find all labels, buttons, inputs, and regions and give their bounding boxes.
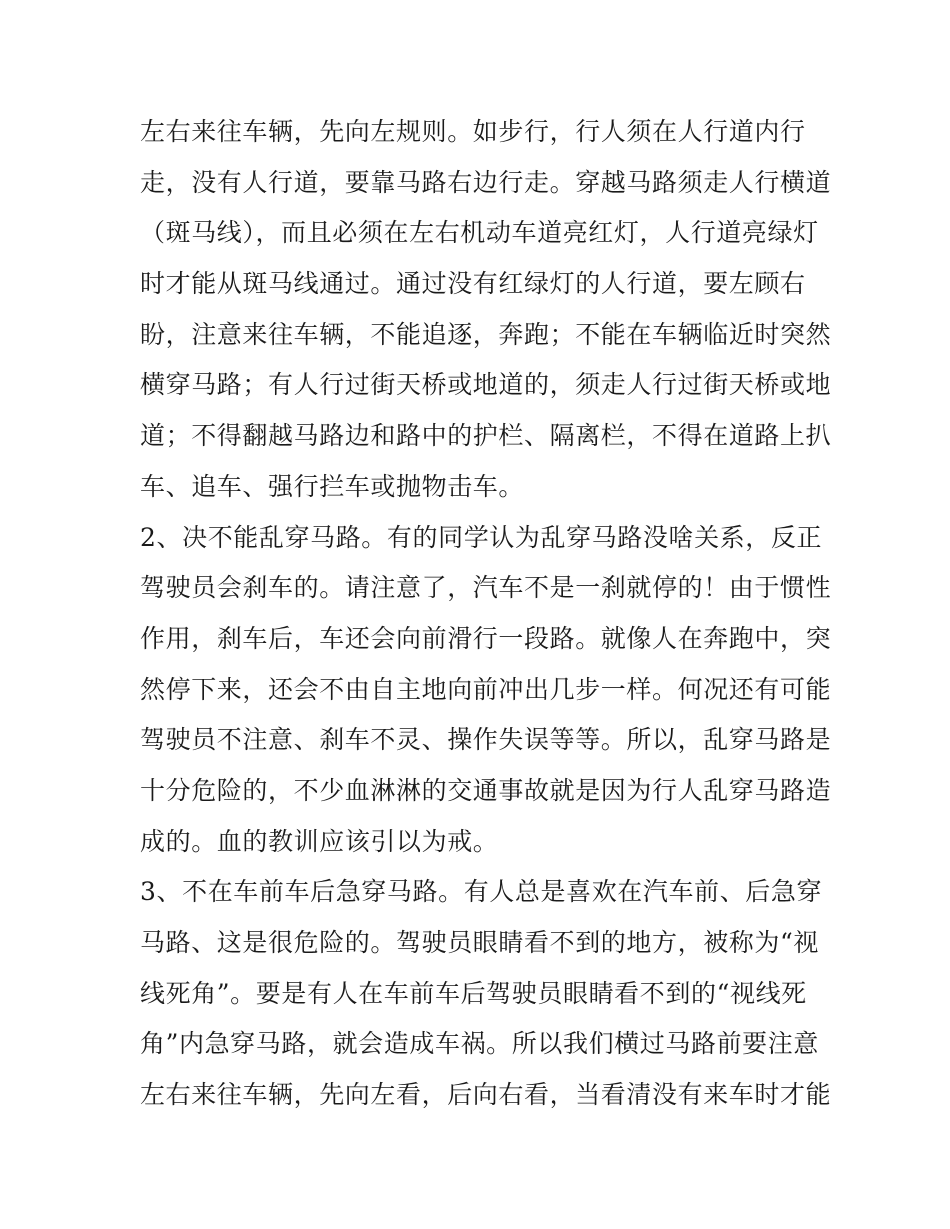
text-line: （斑马线），而且必须在左右机动车道亮红灯，人行道亮绿灯: [140, 218, 819, 248]
text-line: 驾驶员不注意、刹车不灵、操作失误等等。所以，乱穿马路是: [140, 725, 832, 755]
text-line: 道；不得翻越马路边和路中的护栏、隔离栏，不得在道路上扒: [140, 421, 832, 451]
text-line: 马路、这是很危险的。驾驶员眼睛看不到的地方，被称为“视: [140, 928, 819, 957]
text-line: 左右来往车辆，先向左规则。如步行，行人须在人行道内行: [140, 117, 806, 146]
text-line: 横穿马路；有人行过街天桥或地道的，须走人行过街天桥或地: [140, 370, 832, 400]
text-line: 2、决不能乱穿马路。有的同学认为乱穿马路没啥关系，反正: [140, 522, 823, 552]
text-line: 作用，刹车后，车还会向前滑行一段路。就像人在奔跑中，突: [140, 623, 832, 653]
text-line: 角”内急穿马路，就会造成车祸。所以我们横过马路前要注意: [140, 1029, 819, 1059]
text-line: 时才能从斑马线通过。通过没有红绿灯的人行道，要左顾右: [140, 269, 806, 299]
text-line: 线死角”。要是有人在车前车后驾驶员眼睛看不到的“视线死: [140, 978, 807, 1008]
text-line: 3、不在车前车后急穿马路。有人总是喜欢在汽车前、后急穿: [140, 877, 823, 907]
text-line: 盼，注意来往车辆，不能追逐，奔跑；不能在车辆临近时突然: [140, 319, 832, 349]
body-text: [140, 107, 832, 1121]
text-line: 十分危险的，不少血淋淋的交通事故就是因为行人乱穿马路造: [140, 775, 832, 805]
text-line: 车、追车、强行拦车或抛物击车。: [140, 471, 525, 501]
text-line: 驾驶员会刹车的。请注意了，汽车不是一刹就停的！由于惯性: [140, 573, 832, 603]
text-line: 然停下来，还会不由自主地向前冲出几步一样。何况还有可能: [140, 674, 832, 704]
text-line: 左右来往车辆，先向左看，后向右看，当看清没有来车时才能: [140, 1080, 832, 1110]
text-line: 成的。血的教训应该引以为戒。: [140, 826, 499, 856]
text-line: 走，没有人行道，要靠马路右边行走。穿越马路须走人行横道: [140, 167, 832, 197]
